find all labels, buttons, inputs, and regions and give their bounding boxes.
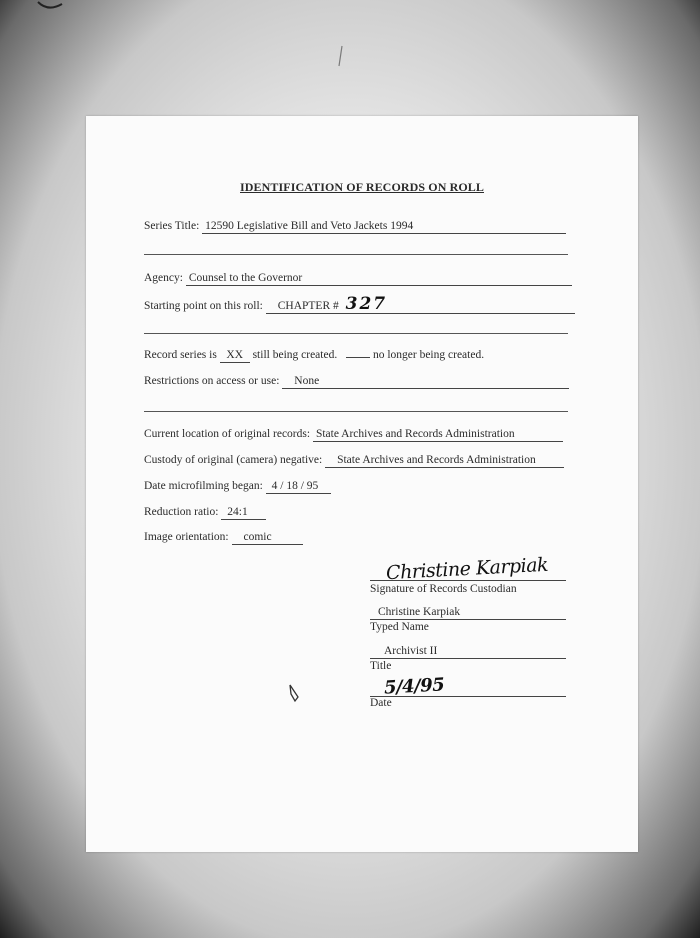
blank-line — [144, 411, 568, 412]
starting-point-handwritten: 327 — [345, 294, 388, 314]
restrictions-label: Restrictions on access or use: — [144, 375, 280, 387]
form-sheet — [86, 116, 638, 852]
reduction-row — [144, 505, 266, 520]
location-row — [144, 427, 563, 442]
restrictions-value: None — [282, 374, 569, 389]
date-began-label: Date microfilming began: — [144, 480, 263, 492]
signature-line — [370, 580, 566, 581]
title-label: Title — [370, 660, 392, 672]
starting-point-row — [144, 294, 575, 314]
agency-value: Counsel to the Governor — [186, 271, 572, 286]
location-value: State Archives and Records Administration — [313, 427, 563, 442]
date-began-value: 4 / 18 / 95 — [266, 479, 331, 494]
title-value: Archivist II — [384, 645, 438, 657]
form-title: IDENTIFICATION OF RECORDS ON ROLL — [240, 180, 484, 194]
agency-label: Agency: — [144, 272, 183, 284]
starting-point-label: Starting point on this roll: — [144, 300, 263, 312]
series-title-label: Series Title: — [144, 220, 200, 232]
no-longer-being-created: no longer being created. — [372, 349, 485, 361]
date-handwritten: 5/4/95 — [383, 674, 445, 699]
starting-point-field — [266, 294, 575, 314]
custody-value: State Archives and Records Administration — [325, 453, 564, 468]
no-longer-blank — [346, 357, 370, 358]
typed-name-label: Typed Name — [370, 621, 429, 633]
date-label: Date — [370, 697, 392, 709]
custody-row — [144, 453, 564, 468]
custody-label: Custody of original (camera) negative: — [144, 454, 323, 466]
orientation-label: Image orientation: — [144, 531, 229, 543]
still-being-created: still being created. — [252, 349, 338, 361]
film-scratch-mark — [336, 44, 346, 68]
typed-name-value: Christine Karpiak — [378, 606, 461, 618]
location-label: Current location of original records: — [144, 428, 311, 440]
blank-line — [144, 333, 568, 334]
record-series-value: XX — [220, 348, 250, 363]
title-line — [370, 658, 566, 659]
typed-name-line — [370, 619, 566, 620]
series-title-value: 12590 Legislative Bill and Veto Jackets 1994 — [202, 219, 566, 234]
orientation-value: comic — [232, 530, 303, 545]
starting-point-value: CHAPTER # — [277, 300, 339, 312]
date-began-row — [144, 479, 331, 494]
signature-label: Signature of Records Custodian — [370, 583, 517, 595]
record-series-row — [144, 348, 484, 363]
reduction-value: 24:1 — [221, 505, 266, 520]
custodian-signature: Christine Karpiak — [385, 553, 549, 585]
film-corner-mark — [36, 0, 66, 14]
record-series-label: Record series is — [144, 349, 217, 361]
series-title-row — [144, 219, 566, 234]
orientation-row — [144, 530, 303, 545]
reduction-label: Reduction ratio: — [144, 506, 219, 518]
blank-line — [144, 254, 568, 255]
agency-row — [144, 271, 572, 286]
date-line — [370, 696, 566, 697]
restrictions-row — [144, 374, 569, 389]
ink-mark — [287, 682, 303, 704]
